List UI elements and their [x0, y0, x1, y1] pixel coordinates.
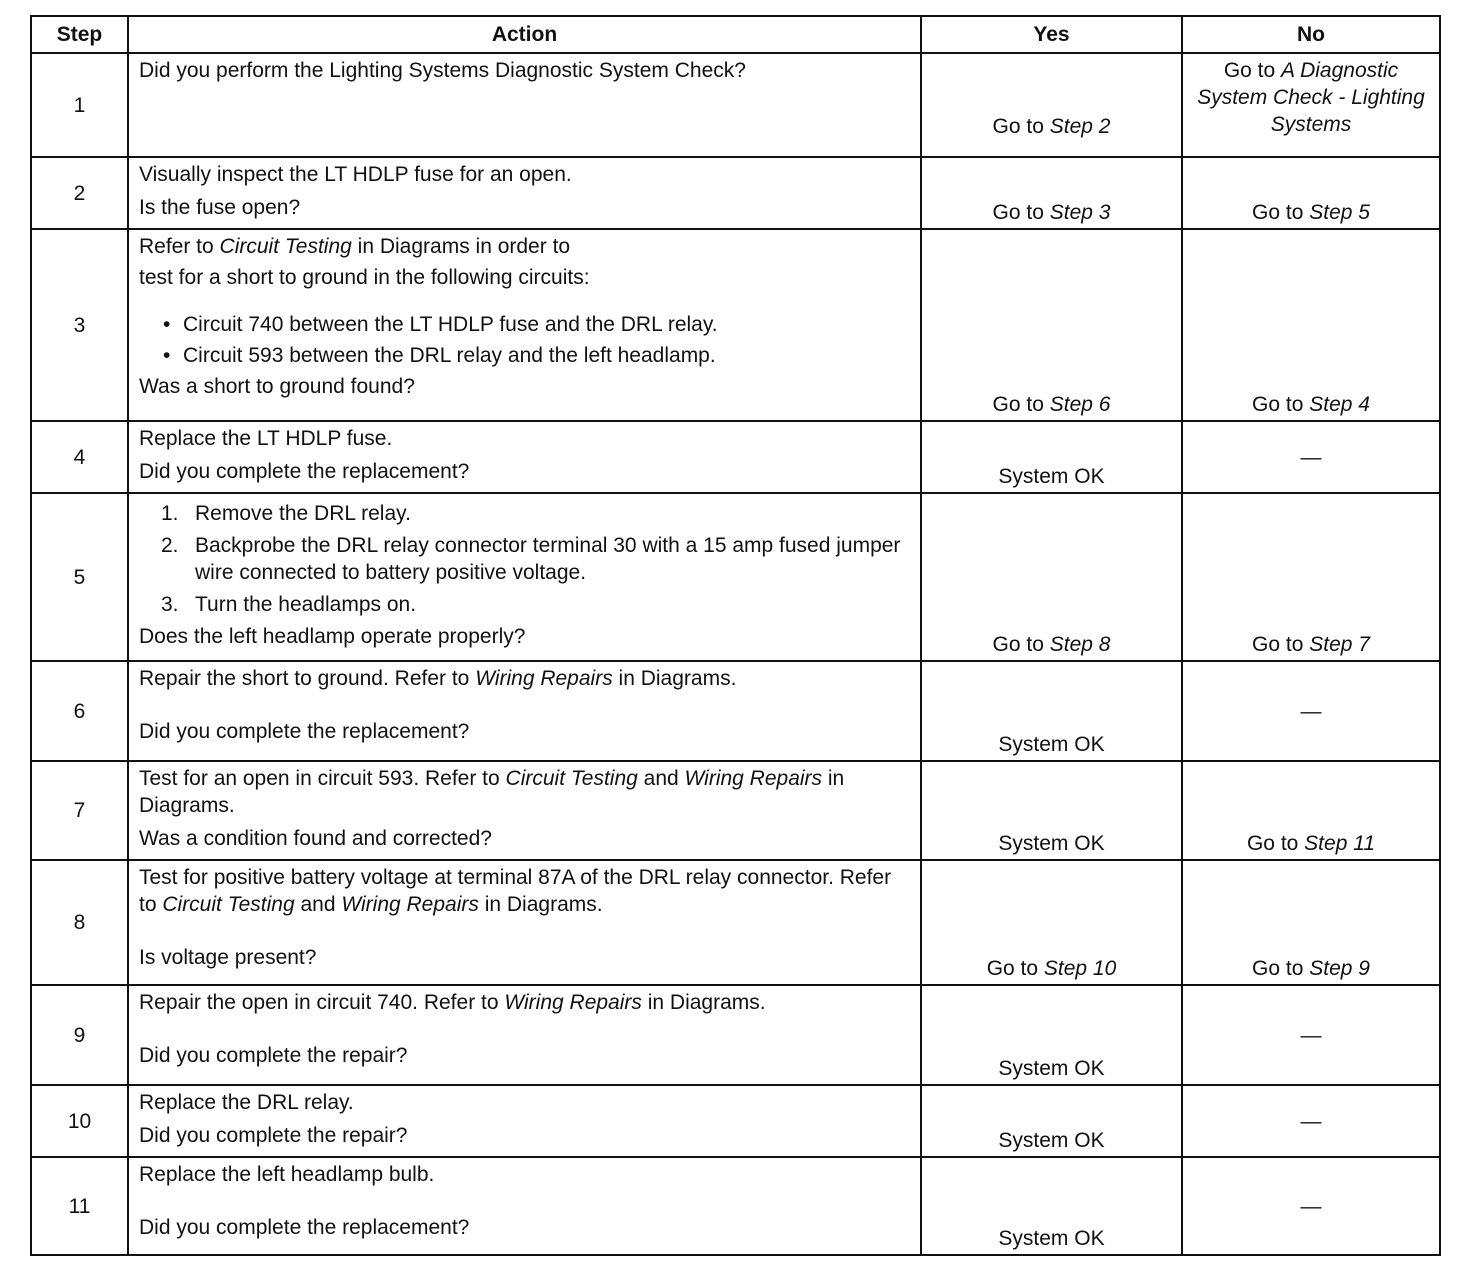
action-question: Did you complete the replacement? [139, 460, 470, 483]
action-question: Is voltage present? [139, 946, 317, 969]
no-dash: — [1182, 985, 1440, 1085]
table-row [31, 229, 1440, 421]
action-question: Did you complete the replacement? [139, 1216, 470, 1239]
no-text: Go to [1252, 393, 1310, 416]
no-step-ref: Step 11 [1304, 832, 1376, 855]
no-step-ref: Step 5 [1309, 201, 1370, 224]
yes-step-ref: Step 2 [1049, 115, 1111, 138]
action-cell [128, 661, 921, 761]
table-row [31, 493, 1440, 661]
table-row [31, 985, 1440, 1085]
table-row [31, 1085, 1440, 1157]
action-text-part: Repair the open in circuit 740. Refer to [139, 991, 505, 1014]
yes-cell: System OK [921, 985, 1182, 1085]
circuit-bullet-list [157, 311, 912, 369]
action-text: Replace the left headlamp bulb. [139, 1163, 435, 1186]
action-question: Did you complete the repair? [139, 1044, 408, 1067]
action-reference: Wiring Repairs [684, 767, 823, 790]
yes-text: Go to [986, 957, 1044, 980]
table-header-row [31, 16, 1440, 53]
action-question: Did you perform the Lighting Systems Diagnostic System Check? [139, 59, 746, 82]
list-number: 3. [161, 593, 179, 616]
no-step-ref: Step 4 [1309, 393, 1370, 416]
step-number: 6 [31, 661, 128, 761]
action-cell [128, 229, 921, 421]
action-cell [128, 421, 921, 493]
yes-cell: System OK [921, 661, 1182, 761]
no-text: Go to [1246, 832, 1305, 855]
header-no: No [1182, 16, 1440, 53]
table-row [31, 761, 1440, 860]
procedure-steps [161, 500, 912, 618]
action-cell [128, 493, 921, 661]
action-text: Replace the LT HDLP fuse. [139, 427, 393, 450]
step-number: 8 [31, 860, 128, 985]
no-cell [1182, 493, 1440, 661]
action-text: Visually inspect the LT HDLP fuse for an open. [139, 163, 572, 186]
header-step: Step [31, 16, 128, 53]
action-text-part: and [637, 767, 685, 790]
action-reference: Circuit Testing [219, 235, 352, 258]
no-cell [1182, 761, 1440, 860]
action-text: Replace the DRL relay. [139, 1091, 354, 1114]
step-number: 4 [31, 421, 128, 493]
no-text: Go to [1252, 957, 1310, 980]
action-question: Is the fuse open? [139, 196, 301, 219]
list-item [161, 532, 912, 586]
no-cell [1182, 157, 1440, 229]
list-item [161, 591, 912, 618]
action-text [139, 989, 912, 1016]
no-text: Go to [1252, 633, 1310, 656]
list-number: 2. [161, 534, 179, 557]
step-number: 7 [31, 761, 128, 860]
action-text-part: in Diagrams. [478, 893, 603, 916]
list-item: • Circuit 593 between the DRL relay and the left headlamp. [157, 342, 912, 369]
list-text: Turn the headlamps on. [195, 593, 417, 616]
no-cell [1182, 860, 1440, 985]
no-step-ref: Step 9 [1309, 957, 1370, 980]
action-cell [128, 761, 921, 860]
step-number: 5 [31, 493, 128, 661]
yes-text: Go to [992, 633, 1050, 656]
table-row [31, 53, 1440, 157]
list-text: Backprobe the DRL relay connector terminal 30 with a 15 amp fused jumper wire connected to battery positive voltage. [195, 534, 901, 584]
yes-text: Go to [992, 393, 1050, 416]
yes-step-ref: Step 10 [1043, 957, 1117, 980]
no-text: Go to [1252, 201, 1310, 224]
no-dash: — [1182, 1085, 1440, 1157]
action-cell [128, 985, 921, 1085]
table-row [31, 421, 1440, 493]
header-yes: Yes [921, 16, 1182, 53]
action-text-part: in Diagrams in order to [351, 235, 571, 258]
action-cell [128, 860, 921, 985]
yes-cell: System OK [921, 1157, 1182, 1255]
yes-step-ref: Step 6 [1049, 393, 1111, 416]
action-text: test for a short to ground in the following circuits: [139, 266, 590, 289]
no-dash: — [1182, 661, 1440, 761]
yes-cell [921, 229, 1182, 421]
yes-cell: System OK [921, 1085, 1182, 1157]
no-dash: — [1182, 1157, 1440, 1255]
table-row [31, 157, 1440, 229]
yes-step-ref: Step 8 [1049, 633, 1111, 656]
list-item: • Circuit 740 between the LT HDLP fuse and the DRL relay. [157, 311, 912, 338]
step-number: 3 [31, 229, 128, 421]
yes-cell [921, 493, 1182, 661]
action-text-part: Test for an open in circuit 593. Refer to [139, 767, 506, 790]
action-reference: Wiring Repairs [341, 893, 479, 916]
no-cell [1182, 53, 1440, 157]
action-text-part: Repair the short to ground. Refer to [139, 667, 476, 690]
action-text [139, 665, 912, 692]
action-cell [128, 1157, 921, 1255]
yes-text: Go to [992, 201, 1050, 224]
yes-cell: System OK [921, 421, 1182, 493]
header-action: Action [128, 16, 921, 53]
list-text: Remove the DRL relay. [195, 502, 411, 525]
no-text: Go to [1223, 59, 1282, 82]
diagnostic-table [30, 15, 1441, 1256]
action-question: Was a condition found and corrected? [139, 827, 492, 850]
action-reference: Wiring Repairs [504, 991, 642, 1014]
no-step-ref: A Diagnostic System Check - Lighting Systems [1197, 59, 1425, 136]
step-number: 2 [31, 157, 128, 229]
action-text [139, 765, 912, 819]
action-text [139, 864, 912, 918]
action-reference: Wiring Repairs [475, 667, 613, 690]
action-text-part: Test for positive battery voltage at terminal 87A of the DRL relay connector. Refer to [139, 866, 892, 916]
step-number: 1 [31, 53, 128, 157]
no-step-ref: Step 7 [1309, 633, 1370, 656]
yes-text: Go to [992, 115, 1050, 138]
action-reference: Circuit Testing [162, 893, 295, 916]
step-number: 9 [31, 985, 128, 1085]
table-row [31, 860, 1440, 985]
step-number: 11 [31, 1157, 128, 1255]
action-cell [128, 157, 921, 229]
action-question: Was a short to ground found? [139, 375, 415, 398]
action-text-part: and [294, 893, 342, 916]
yes-step-ref: Step 3 [1049, 201, 1111, 224]
yes-cell [921, 53, 1182, 157]
action-text-part: in Diagrams. [612, 667, 737, 690]
action-reference: Circuit Testing [505, 767, 638, 790]
table-row [31, 1157, 1440, 1255]
action-text-part: in Diagrams. [641, 991, 766, 1014]
action-question: Did you complete the replacement? [139, 720, 470, 743]
list-item [161, 500, 912, 527]
action-text-part: in Diagrams. [139, 767, 845, 817]
yes-cell [921, 860, 1182, 985]
action-cell [128, 53, 921, 157]
action-text [139, 233, 912, 260]
action-text-part: Refer to [139, 235, 220, 258]
no-cell [1182, 229, 1440, 421]
yes-cell: System OK [921, 761, 1182, 860]
table-row [31, 661, 1440, 761]
list-number: 1. [161, 502, 179, 525]
action-question: Does the left headlamp operate properly? [139, 625, 526, 648]
step-number: 10 [31, 1085, 128, 1157]
yes-cell [921, 157, 1182, 229]
action-cell [128, 1085, 921, 1157]
no-dash: — [1182, 421, 1440, 493]
action-question: Did you complete the repair? [139, 1124, 408, 1147]
